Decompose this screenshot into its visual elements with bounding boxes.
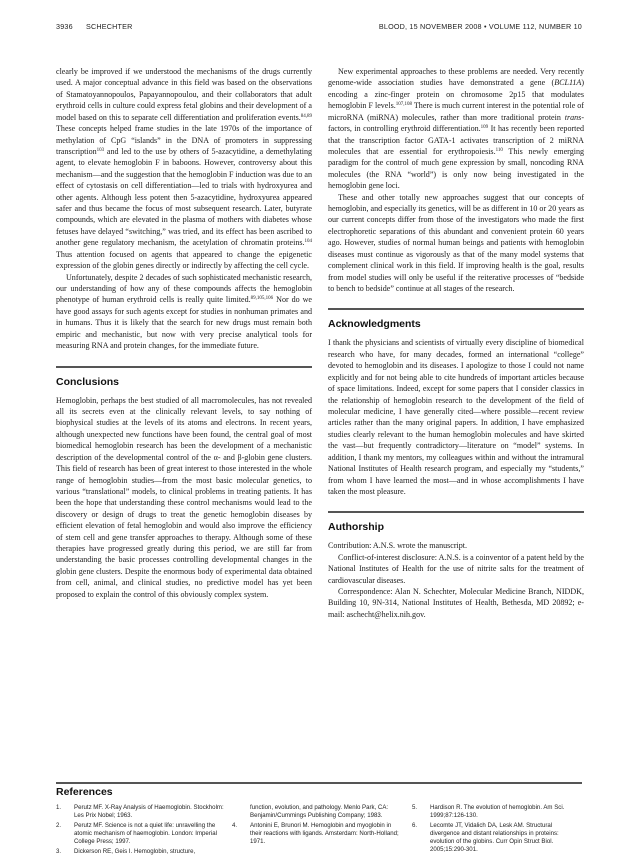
conclusions-text: Hemoglobin, perhaps the best studied of all macromolecules, has not revealed all its secrets even at the clinically relevant levels, to say nothing of biophysical studies at the levels of its atoms and electrons. In recent years, although unexpected new functions have been found, the central goal of most biomedical hemoglobin research has been the development of a mechanistic description of the developmental control of the α- and β-globin gene clusters. This field of research has been of great interest to those interested in the whole range of hemoglobin studies—from the most basic molecular genetics, to various “translational” models, to clinical problems in treating patients. It has been the hope that understanding these control mechanisms would lead to the discovery or design of drugs to treat the genetic hemoglobin diseases by efficient elevation of fetal hemoglobin and would also improve the efficiency of stem cell and gene transfer approaches to therapy. Although some of these therapies have progressed greatly during this period, we are still far from understanding the basic processes controlling developmental changes in the globin gene clusters. Despite the enormous body of experimental data obtained from cell, animal, and clinical studies, no predictive model has yet been proposed to explain the control of this obviously complex system. <box>56 395 312 599</box>
reference-item: 2. Perutz MF. Science is not a quiet life: unravelling the atomic mechanism of haemoglobin. London: Imperial College Press; 1997. <box>56 821 217 845</box>
section-title-conclusions: Conclusions <box>56 375 120 388</box>
journal-citation: BLOOD, 15 NOVEMBER 2008 • VOLUME 112, NUMBER 10 <box>378 22 582 31</box>
running-author: SCHECHTER <box>86 22 133 31</box>
section-title-acknowledgments: Acknowledgments <box>328 318 421 331</box>
references-column-1 <box>56 804 226 857</box>
section-title-authorship: Authorship <box>328 521 384 534</box>
reference-item: 3. Dickerson RE, Geis I. Hemoglobin, structure, <box>56 847 196 855</box>
paragraph: Unfortunately, despite 2 decades of such sophisticated mechanistic research, our understanding of how any of these compounds affects the hemoglobin phenotype of human erythroid cells is really quite limited.$^{89,105,106}$ Nor do we have good assays for such agents except for studies in nonhuman primates and in humans. Thus it is likely that the search for new drugs must remain both empiric and mechanistic, but now with very precise analytical tools for measuring RNA and protein changes, for the immediate future. <box>56 272 313 351</box>
left-column <box>56 66 312 600</box>
section-divider <box>328 308 584 310</box>
conflict-text: Conflict-of-interest disclosure: A.N.S. is a coinventor of a patent held by the National Institutes of Health for the use of nitrite salts for the treatment of cardiovascular diseases. <box>328 552 584 585</box>
paragraph: clearly be improved if we understood the mechanisms of the drugs currently used. A major conceptual advance in this field was based on the observations of Stamatoyannopoulos, Papayannopoulou, and their collaborators that adult erythroid cells in culture could express fetal globins and their development of a model based on this to separate cell differentiation and proliferation events.$^{84,89}$ These concepts helped frame studies in the late 1970s of the importance of methylation of CpG “islands” in the DNA of promoters in suppressing transcription$^{103}$ and led to the use by others of 5-azacytidine, a demethylating agent, to elevate hemoglobin F in baboons. However, controversy about this mechanism—and the suggestion that the hemoglobin F induction was due to an effect of cytostasis on cell differentiation—led to trials with hydroxyurea and other agents. Although less potent then 5-azacytidine, hydroxyurea appeared safer and thus became the focus of most subsequent research. Later, butyrate compounds, which are elevated in the plasma of mothers with diabetes whose fetuses have delayed “switching,” was tried, and its effect has been ascribed to another gene regulatory mechanism, the acetylation of chromatin proteins.$^{104}$ Thus attention focused on agents that appeared to change the epigenetic expression of the globin genes directly or indirectly by affecting the cell cycle. <box>56 67 312 271</box>
references-column-3 <box>412 804 582 855</box>
page-number: 3936 <box>56 22 73 31</box>
running-header <box>56 22 582 36</box>
section-divider <box>56 782 582 784</box>
correspondence-text: Correspondence: Alan N. Schechter, Molecular Medicine Branch, NIDDK, Building 10, 9N-314, National Institutes of Health, Bethesda, MD 20892; e-mail: aschecht@helix.nih.gov. <box>328 587 584 619</box>
reference-item: function, evolution, and pathology. Menlo Park, CA: Benjamin/Cummings Publishing Company; 1983. <box>250 804 389 819</box>
paragraph: These and other totally new approaches suggest that our concepts of hemoglobin, and especially its genetics, will be as different in 10 or 20 years as our current concepts differ from those of the investigators who made the first electrophoretic separations of this abundant and convenient protein 60 years ago. However, studies of normal human beings and patients with hemoglobin diseases must continue as vigorously as that of the many model systems that complement clinical work in this field. If improving health is the goal, results from model studies will only be useful if the reiterative processes of “bedside to bench to bedside” continue at all stages of the research. <box>328 192 584 294</box>
references-column-2 <box>232 804 402 848</box>
reference-item: 6. Lecomte JT, Vidalich DA, Lesk AM. Structural divergence and distant relationships in proteins: evolution of the globins. Curr Opin Struct Biol. 2005;15:290-301. <box>412 821 559 853</box>
reference-item: 5. Hardison R. The evolution of hemoglobin. Am Sci. 1999;87:126-130. <box>412 804 565 819</box>
right-column <box>328 66 584 620</box>
section-title-references: References <box>56 786 113 798</box>
reference-item: 4. Antonini E, Brunori M. Hemoglobin and myoglobin in their reactions with ligands. Amsterdam: North-Holland; 1971. <box>232 821 399 845</box>
paragraph: New experimental approaches to these problems are needed. Very recently genome-wide association studies have demonstrated a gene (BCL11A) encoding a zinc-finger protein on chromosome 2p15 that modulates hemoglobin F levels.$^{107,108}$ There is much current interest in the potential role of microRNA (miRNA) molecules, rather than more traditional protein trans-factors, in controlling erythroid differentiation.$^{109}$ It has recently been reported that the transcription factor GATA-1 activates transcription of 2 miRNA molecules that are essential for erythropoiesis.$^{110}$ This newly emerging paradigm for the control of much gene expression by small, noncoding RNA molecules (the RNA “world”) is only now being investigated in the hemoglobin gene loci. <box>328 67 584 191</box>
reference-item: 1. Perutz MF. X-Ray Analysis of Haemoglobin. Stockholm: Les Prix Nobel; 1963. <box>56 804 224 819</box>
section-divider <box>56 366 312 368</box>
contribution-text: Contribution: A.N.S. wrote the manuscript. <box>328 541 468 551</box>
acknowledgments-text: I thank the physicians and scientists of virtually every discipline of biomedical research who have, for many decades, formed an international “college” devoted to hemoglobin and its diseases. I apologize to those I could not name explicitly and for not being able to cite hundreds of important articles because of space limitations. Indeed, except for some papers that I consider classics in the relationship of hemoglobin research to the development of the field of molecular medicine, I have generally cited—where possible—recent review articles rather than the many original papers. In addition, I have emphasized studies clearly relevant to the human hemoglobin molecules and have skirted the vast—but frequently contradictory—literature on “model” systems. In addition, I thank my mentors, my colleagues within and without the intramural National Institutes of Health research program, and especially my “students,” from whom I have learned the most—and in whose accomplishments I have taken the most pleasure. <box>328 338 584 496</box>
section-divider <box>328 511 584 513</box>
